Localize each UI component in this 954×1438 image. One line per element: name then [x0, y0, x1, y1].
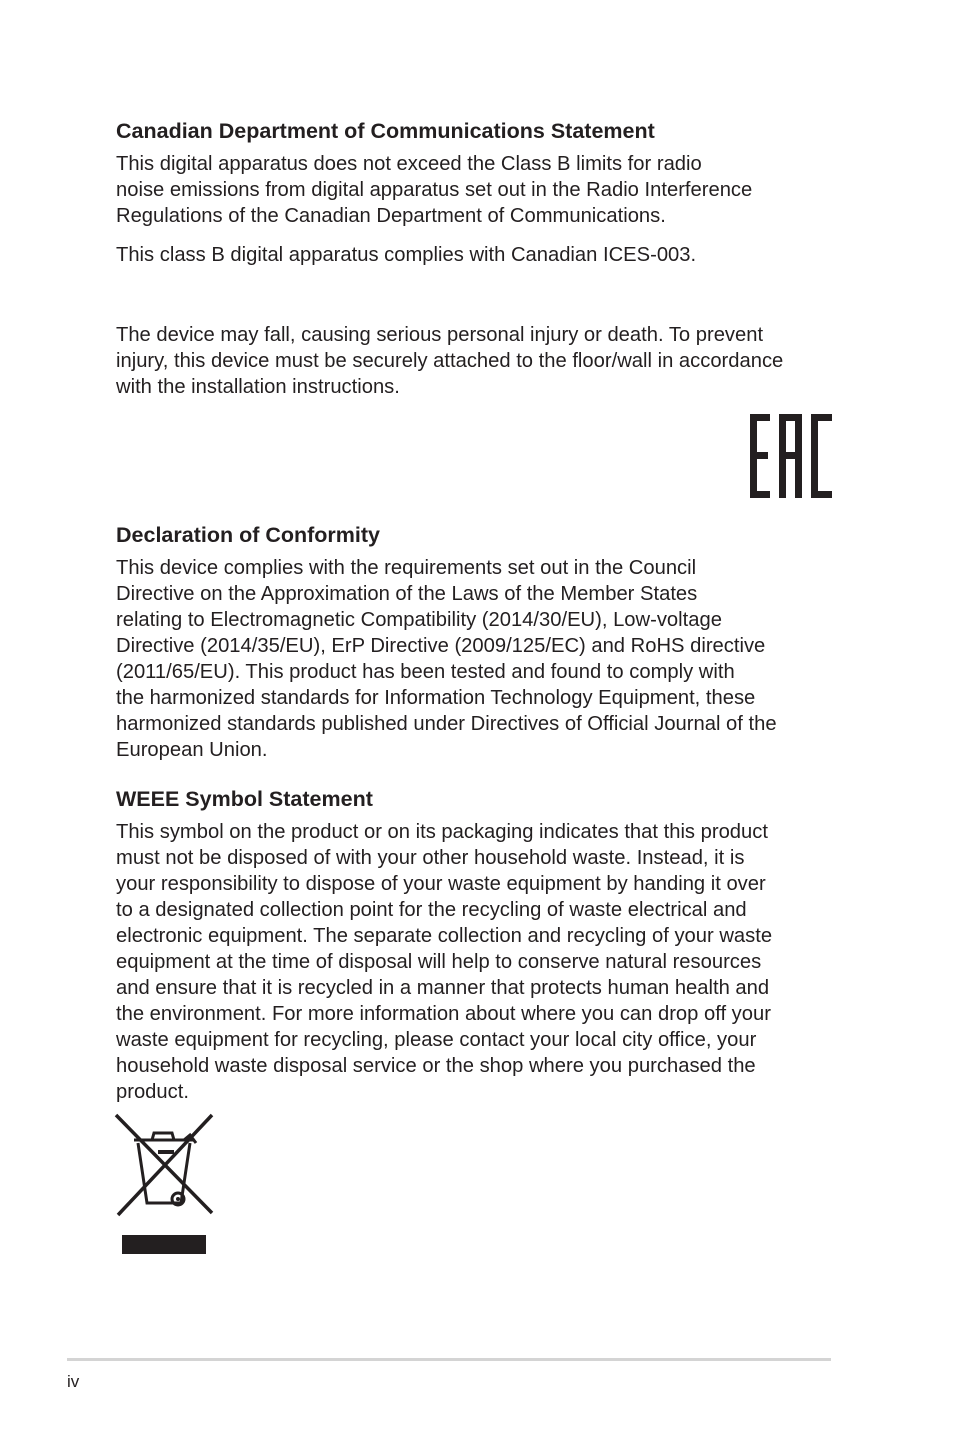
ices-compliance-paragraph: This class B digital apparatus complies with Canadian ICES-003.: [116, 244, 697, 266]
eac-certification-icon: [750, 414, 832, 498]
conformity-heading: Declaration of Conformity: [116, 523, 380, 547]
page-number: iv: [67, 1372, 80, 1391]
crossed-out-wheelie-bin-icon: [114, 1113, 214, 1255]
fall-warning-paragraph: The device may fall, causing serious personal injury or death. To prevent injury, this device must be securely attached to the floor/wall in accordance with the installation instructions.: [116, 324, 784, 398]
weee-heading: WEEE Symbol Statement: [116, 787, 373, 811]
footer-divider: [67, 1358, 831, 1361]
canadian-statement-heading: Canadian Department of Communications Statement: [116, 119, 655, 143]
canadian-statement-paragraph: This digital apparatus does not exceed the Class B limits for radio noise emissions from digital apparatus set out in the Radio Interference Regulations of the Canadian Department of Communications.: [116, 153, 753, 227]
conformity-paragraph: This device complies with the requirements set out in the Council Directive on the Approximation of the Laws of the Member States relating to Electromagnetic Compatibility (2014/30/EU), Low-voltage Directive (2014/35/EU), ErP Directive (2009/125/EC) and RoHS directive (2011/65/EU). This product has been tested and found to comply with the harmonized standards for Information Technology Equipment, these harmonized standards published under Directives of Official Journal of the European Union.: [116, 557, 777, 761]
weee-paragraph: This symbol on the product or on its packaging indicates that this product must not be disposed of with your other household waste. Instead, it is your responsibility to dispose of your waste equipment by handing it over to a designated collection point for the recycling of waste electrical and electronic equipment. The separate collection and recycling of your waste equipment at the time of disposal will help to conserve natural resources and ensure that it is recycled in a manner that protects human health and the environment. For more information about where you can drop off your waste equipment for recycling, please contact your local city office, your household waste disposal service or the shop where you purchased the product.: [116, 821, 773, 1103]
